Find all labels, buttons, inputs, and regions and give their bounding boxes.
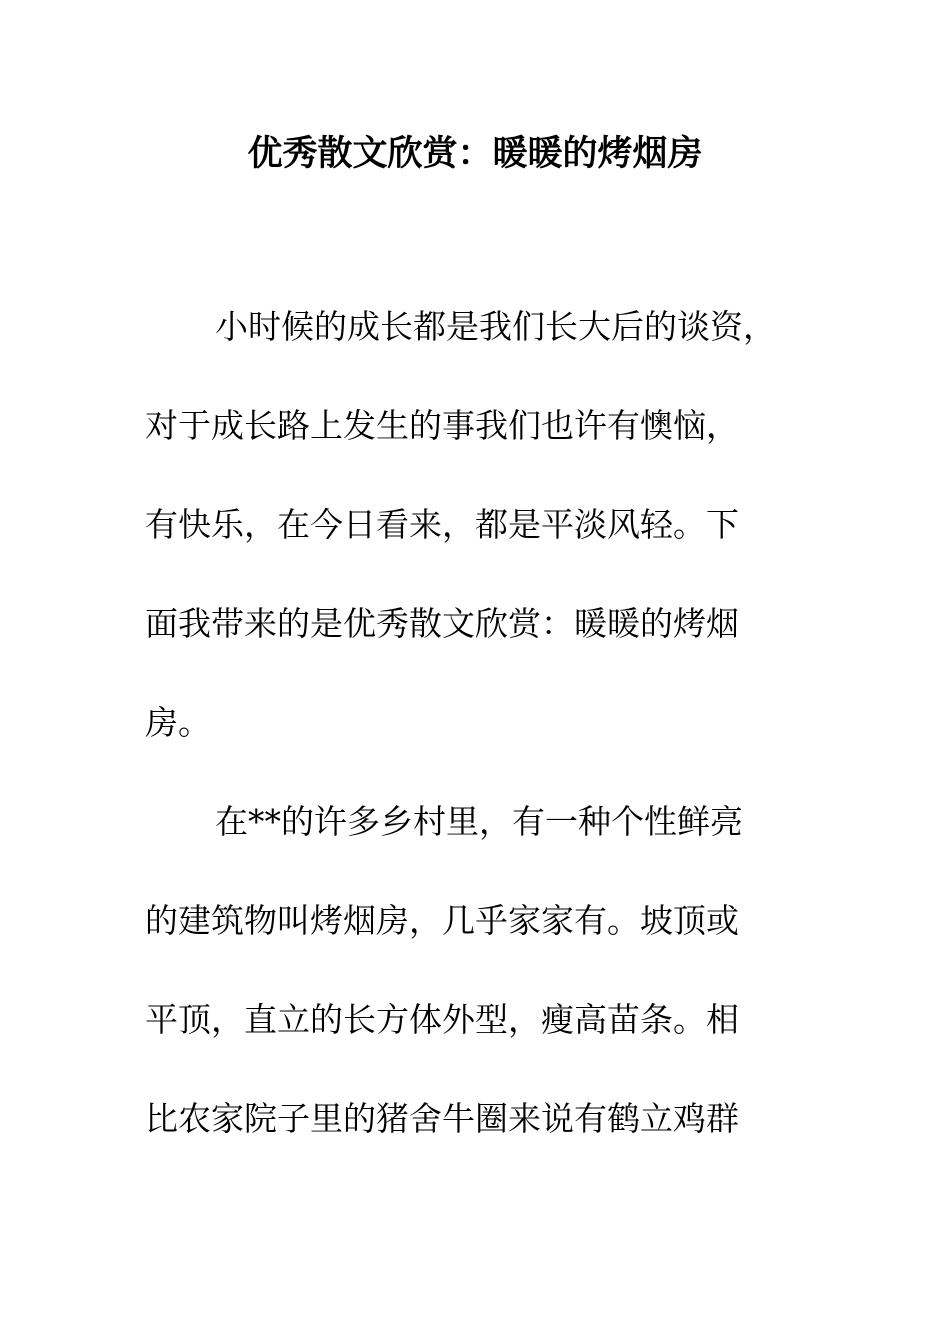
paragraph-line-1: 小时候的成长都是我们长大后的谈资， — [215, 307, 776, 346]
paragraph-line-7: 的建筑物叫烤烟房，几乎家家有。坡顶或 — [145, 901, 739, 940]
paragraph-line-3: 有快乐，在今日看来，都是平淡风轻。下 — [145, 505, 739, 544]
document-body — [145, 300, 845, 1191]
paragraph-line-2: 对于成长路上发生的事我们也许有懊恼， — [145, 406, 739, 445]
paragraph-line-4: 面我带来的是优秀散文欣赏：暖暖的烤烟 — [145, 604, 739, 643]
document-title: 优秀散文欣赏：暖暖的烤烟房 — [247, 133, 703, 174]
paragraph-line-5: 房。 — [145, 703, 211, 742]
paragraph-line-8: 平顶，直立的长方体外型，瘦高苗条。相 — [145, 1000, 739, 1039]
paragraph-line-9: 比农家院子里的猪舍牛圈来说有鹤立鸡群 — [145, 1099, 739, 1138]
paragraph-line-6: 在**的许多乡村里，有一种个性鲜亮 — [215, 802, 743, 841]
